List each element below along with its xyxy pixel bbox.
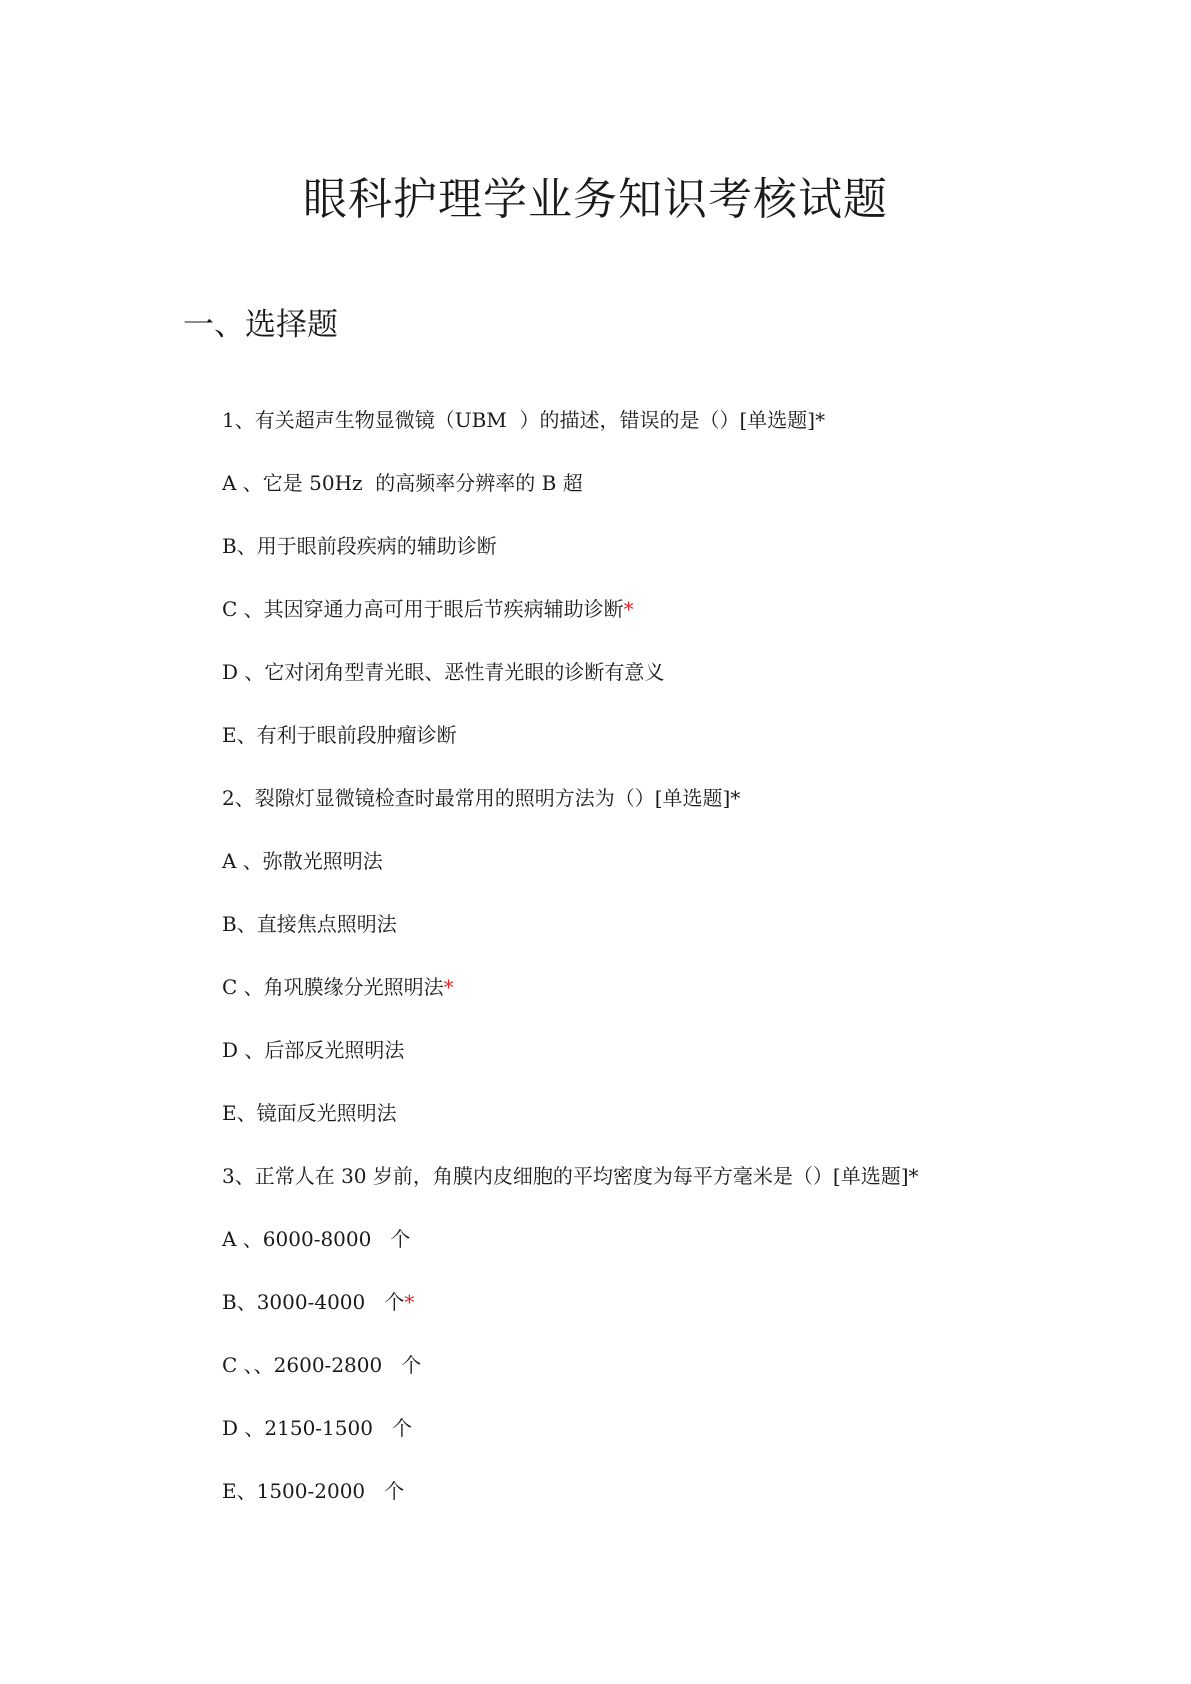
question-1-option-b (222, 531, 919, 594)
question-2-option-e (222, 1098, 919, 1161)
question-3-option-c (222, 1350, 919, 1413)
question-3-option-e (222, 1476, 919, 1539)
line-text: A 、6000-8000 个 (222, 1227, 411, 1251)
question-1-stem (222, 405, 919, 468)
question-3-option-a (222, 1224, 919, 1287)
line-text: C 、、2600-2800 个 (222, 1353, 422, 1377)
line-text: B、直接焦点照明法 (222, 912, 397, 936)
question-2-stem (222, 783, 919, 846)
section-heading: 一、选择题 (183, 307, 338, 343)
question-2-option-c (222, 972, 919, 1035)
line-text: A 、弥散光照明法 (222, 849, 383, 873)
correct-answer-mark: * (623, 597, 634, 621)
line-text: D 、2150-1500 个 (222, 1416, 413, 1440)
line-text: D 、后部反光照明法 (222, 1038, 405, 1062)
correct-answer-mark: * (404, 1290, 415, 1314)
question-1-option-d (222, 657, 919, 720)
line-text: 2、裂隙灯显微镜检查时最常用的照明方法为（）[单选题]* (222, 786, 741, 810)
question-3-option-b (222, 1287, 919, 1350)
document-title: 眼科护理学业务知识考核试题 (303, 174, 888, 225)
line-text: E、1500-2000 个 (222, 1479, 405, 1503)
line-text: B、用于眼前段疾病的辅助诊断 (222, 534, 497, 558)
line-text: B、3000-4000 个 (222, 1290, 405, 1314)
question-2-option-d (222, 1035, 919, 1098)
line-text: D 、它对闭角型青光眼、恶性青光眼的诊断有意义 (222, 660, 665, 684)
question-2-option-a (222, 846, 919, 909)
line-text: E、有利于眼前段肿瘤诊断 (222, 723, 457, 747)
question-3-option-d (222, 1413, 919, 1476)
question-list (222, 405, 919, 1539)
line-text: C 、其因穿通力高可用于眼后节疾病辅助诊断 (222, 597, 624, 621)
line-text: 1、有关超声生物显微镜（UBM ）的描述，错误的是（）[单选题]* (222, 408, 826, 432)
question-2-option-b (222, 909, 919, 972)
line-text: C 、角巩膜缘分光照明法 (222, 975, 444, 999)
line-text: 3、正常人在 30 岁前，角膜内皮细胞的平均密度为每平方毫米是（）[单选题]* (222, 1164, 919, 1188)
question-1-option-a (222, 468, 919, 531)
question-1-option-e (222, 720, 919, 783)
question-3-stem (222, 1161, 919, 1224)
line-text: A 、它是 50Hz 的高频率分辨率的 B 超 (222, 471, 583, 495)
line-text: E、镜面反光照明法 (222, 1101, 397, 1125)
question-1-option-c (222, 594, 919, 657)
correct-answer-mark: * (443, 975, 454, 999)
